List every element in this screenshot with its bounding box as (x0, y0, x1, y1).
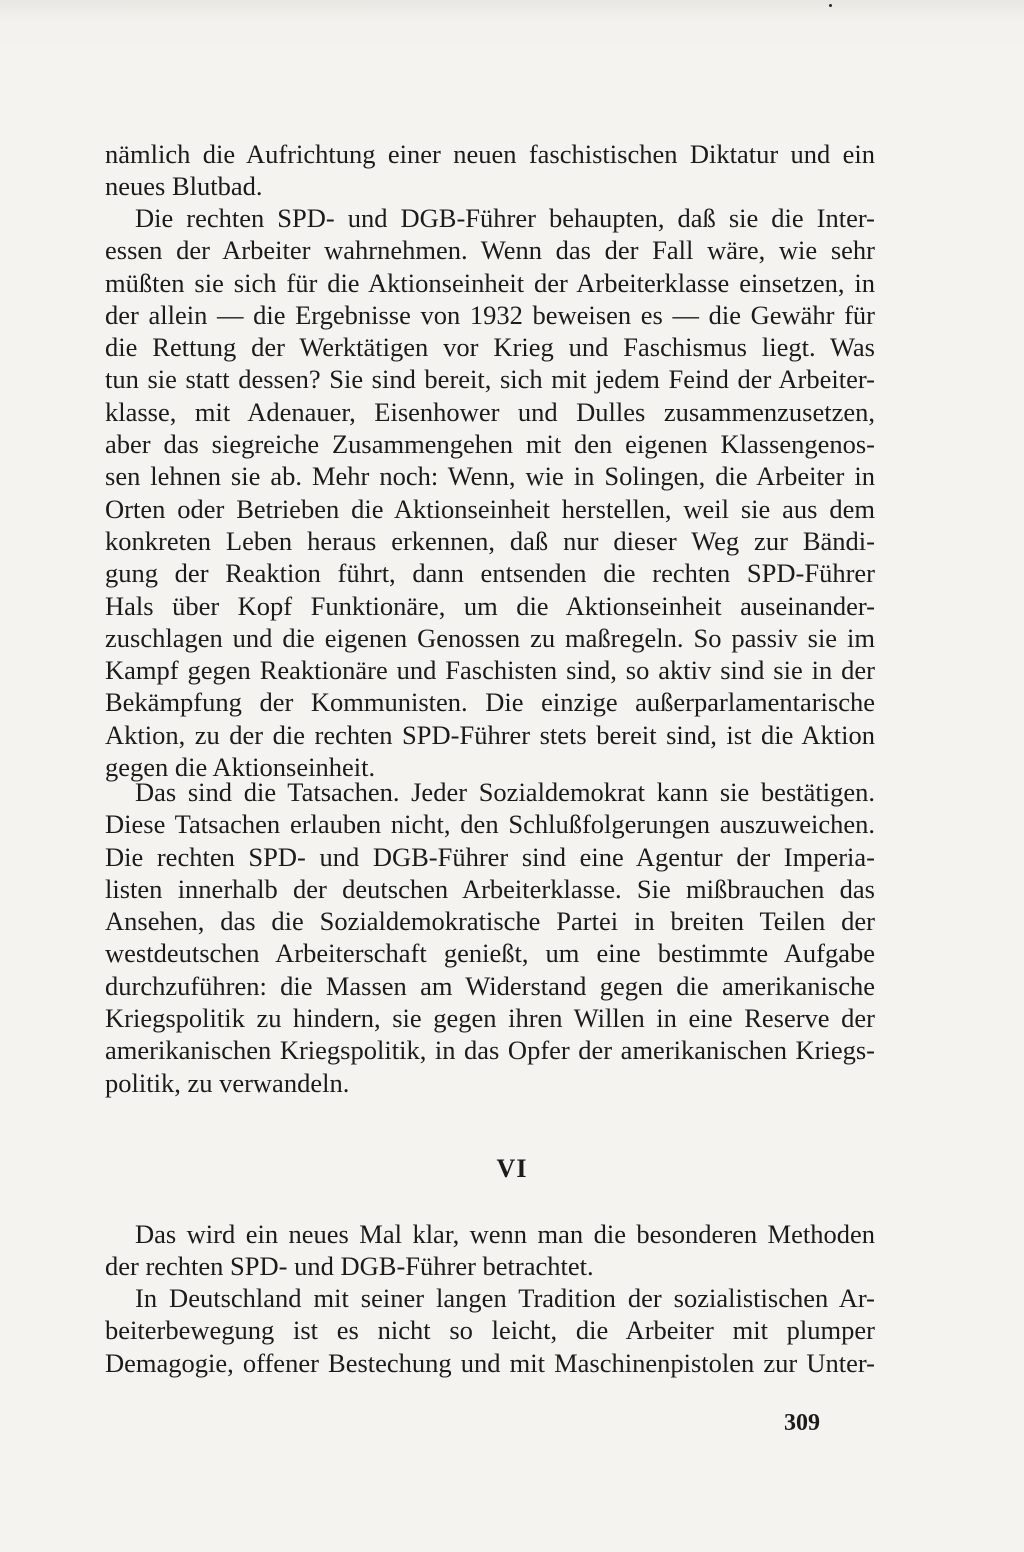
text-line: Kampf gegen Reaktionäre und Faschisten sind, so aktiv sind sie in der (105, 655, 875, 686)
text-line: aber das siegreiche Zusammengehen mit den eigenen Klassengenos- (105, 429, 875, 460)
paragraph (105, 1282, 875, 1379)
text-line: gung der Reaktion führt, dann entsenden die rechten SPD-Führer (105, 558, 875, 589)
text-line: Die rechten SPD- und DGB-Führer sind eine Agentur der Imperia- (105, 841, 875, 872)
text-line: zuschlagen und die eigenen Genossen zu maßregeln. So passiv sie im (105, 622, 875, 653)
text-line: Das wird ein neues Mal klar, wenn man die besonderen Methoden (135, 1219, 875, 1249)
text-line: Kriegspolitik zu hindern, sie gegen ihren Willen in eine Reserve der (105, 1003, 875, 1034)
text-line: Orten oder Betrieben die Aktionseinheit herstellen, weil sie aus dem (105, 493, 875, 524)
text-line: der rechten SPD- und DGB-Führer betrachtet. (105, 1251, 594, 1282)
text-line: Das sind die Tatsachen. Jeder Sozialdemokrat kann sie bestätigen. (135, 777, 875, 807)
text-line: essen der Arbeiter wahrnehmen. Wenn das der Fall wäre, wie sehr (105, 235, 875, 266)
paragraph (105, 1218, 875, 1283)
text-line: gegen die Aktionseinheit. (105, 752, 376, 783)
text-line: listen innerhalb der deutschen Arbeiterklasse. Sie mißbrauchen das (105, 873, 875, 904)
text-line: beiterbewegung ist es nicht so leicht, die Arbeiter mit plumper (105, 1315, 875, 1346)
paragraph (105, 202, 875, 783)
text-line: Die rechten SPD- und DGB-Führer behaupten, daß sie die Inter- (135, 203, 875, 233)
text-line: Diese Tatsachen erlauben nicht, den Schlußfolgerungen auszuweichen. (105, 809, 875, 840)
text-line: neues Blutbad. (105, 171, 263, 202)
text-line: die Rettung der Werktätigen vor Krieg und Faschismus liegt. Was (105, 332, 875, 363)
text-line: klasse, mit Adenauer, Eisenhower und Dulles zusammenzusetzen, (105, 396, 875, 427)
text-line: politik, zu verwandeln. (105, 1067, 350, 1098)
text-line: müßten sie sich für die Aktionseinheit der Arbeiterklasse einsetzen, in (105, 267, 875, 298)
text-line: Aktion, zu der die rechten SPD-Führer stets bereit sind, ist die Aktion (105, 719, 875, 750)
section-heading: VI (496, 1154, 528, 1183)
text-line: Hals über Kopf Funktionäre, um die Aktionseinheit auseinander- (105, 590, 875, 621)
text-line: amerikanischen Kriegspolitik, in das Opfer der amerikanischen Kriegs- (105, 1035, 875, 1066)
paragraph-continuation (105, 138, 875, 203)
text-line: Bekämpfung der Kommunisten. Die einzige außerparlamentarische (105, 687, 875, 718)
text-line: sen lehnen sie ab. Mehr noch: Wenn, wie in Solingen, die Arbeiter in (105, 461, 875, 492)
text-line: Demagogie, offener Bestechung und mit Maschinenpistolen zur Unter- (105, 1347, 875, 1378)
text-line: nämlich die Aufrichtung einer neuen faschistischen Diktatur und ein (105, 139, 875, 169)
text-line: tun sie statt dessen? Sie sind bereit, sich mit jedem Feind der Arbeiter- (105, 364, 875, 395)
paragraph (105, 776, 875, 1099)
text-line: Ansehen, das die Sozialdemokratische Partei in breiten Teilen der (105, 906, 875, 937)
page-number: 309 (784, 1410, 820, 1436)
text-line: durchzuführen: die Massen am Widerstand gegen die amerikanische (105, 970, 875, 1001)
text-line: der allein — die Ergebnisse von 1932 beweisen es — die Gewähr für (105, 299, 875, 330)
text-line: konkreten Leben heraus erkennen, daß nur dieser Weg zur Bändi- (105, 525, 875, 556)
print-speck (829, 4, 832, 7)
text-line: westdeutschen Arbeiterschaft genießt, um eine bestimmte Aufgabe (105, 938, 875, 969)
text-line: In Deutschland mit seiner langen Tradition der sozialistischen Ar- (135, 1283, 875, 1313)
